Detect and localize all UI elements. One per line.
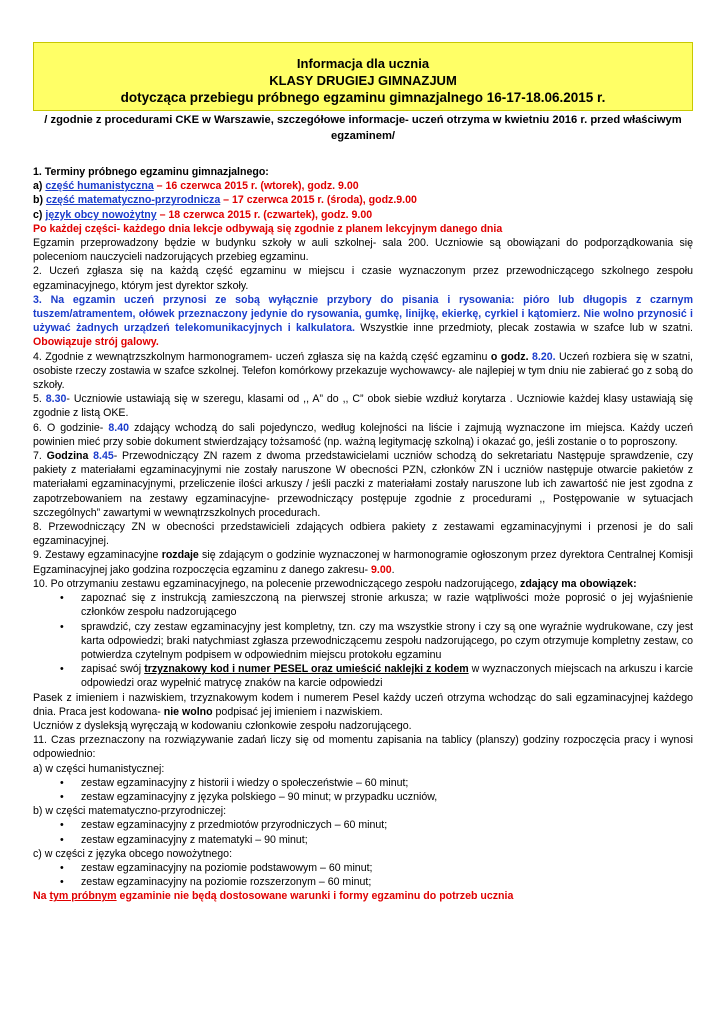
duty-3-a: zapisać swój (81, 663, 145, 676)
paragraph-5 (33, 392, 693, 420)
p6-time: 8.40 (108, 421, 130, 434)
p9-time: 9.00 (371, 563, 392, 576)
list-item (33, 833, 693, 847)
p7-a: 7. (33, 450, 47, 463)
p5-c: - Uczniowie ustawiają się w szeregu, klasami od ,, A” do ,, C” obok siebie wzdłuż korytarza . Uczniowie każdej klasy ustawiają się zgodnie z listą OKE. (33, 393, 693, 420)
part-b-item-1: zestaw egzaminacyjny z przedmiotów przyrodniczych – 60 minut; (81, 819, 388, 832)
bullet-icon: • (60, 833, 64, 846)
term-b-date: – 17 czerwca 2015 r. (środa), godz.9.00 (220, 194, 417, 207)
duties-list (33, 591, 693, 690)
dress-code: Obowiązuje strój galowy. (33, 336, 159, 349)
paragraph-coding (33, 691, 693, 719)
list-item (33, 591, 693, 619)
term-a-link[interactable]: część humanistyczna (45, 180, 154, 193)
p10-b: zdający ma obowiązek: (520, 577, 637, 590)
part-c-item-1: zestaw egzaminacyjny na poziomie podstawowym – 60 minut; (81, 861, 373, 874)
term-b-link[interactable]: część matematyczno-przyrodnicza (45, 194, 221, 207)
duty-2: sprawdzić, czy zestaw egzaminacyjny jest kompletny, tzn. czy ma wszystkie strony i czy są one wyraźnie wydrukowane, czy jest karta odpowiedzi; braki natychmiast zgłasza przewodniczącemu zespołu nadzorującego, po czym otrzymuje kompletny zestaw, co potwierdza czytelnym podpisem w odpowiednim miejscu protokołu egzaminu (81, 620, 693, 661)
subtitle: / zgodnie z procedurami CKE w Warszawie, szczegółowe informacje- uczeń otrzyma w kwietniu 2016 r. przed właściwym egzaminem/ (44, 114, 682, 142)
lessons-note: Po każdej części- każdego dnia lekcje odbywają się zgodnie z planem lekcyjnym danego dnia (33, 222, 503, 235)
bullet-icon: • (60, 663, 64, 676)
p4-time: 8.20. (531, 350, 556, 363)
paragraph-4 (33, 350, 693, 393)
footer-a: Na (33, 890, 50, 903)
list-item (33, 776, 693, 790)
part-a-item-2: zestaw egzaminacyjny z języka polskiego – 90 minut; w przypadku uczniów, (81, 790, 438, 803)
footer-b: tym próbnym (49, 890, 117, 903)
list-item (33, 875, 693, 889)
term-a-prefix: a) (33, 180, 46, 193)
p4-b: o godz. (490, 350, 532, 363)
paragraph-dyslexia: Uczniów z dysleksją wyręczają w kodowaniu członkowie zespołu nadzorującego. (33, 719, 412, 732)
paragraph-6 (33, 421, 693, 449)
term-c-date: – 18 czerwca 2015 r. (czwartek), godz. 9.00 (156, 208, 373, 221)
footer-c: egzaminie nie będą dostosowane warunki i formy egzaminu do potrzeb ucznia (116, 890, 514, 903)
p4-a: 4. Zgodnie z wewnątrzszkolnym harmonogramem- uczeń zgłasza się na każdą część egzaminu (33, 350, 491, 363)
bullet-icon: • (60, 861, 64, 874)
document-body (33, 165, 693, 904)
document-page (33, 42, 693, 904)
bullet-icon: • (60, 790, 64, 803)
p7-b: Godzina (46, 450, 94, 463)
paragraph-9 (33, 548, 693, 576)
p7-d: - Przewodniczący ZN razem z dwoma przedstawicielami uczniów schodzą do sekretariatu Następuje sprawdzenie, czy pakiety z materiałami egzaminacyjnymi nie zostały naruszone W obecności PZN, członków ZN i uczniów następuje otwarcie pakietów z materiałami egzaminacyjnymi, przeliczenie ilości arkuszy / jeśli paczki z materiałami zostały naruszone lub ich zawartość nie jest zgodna z zapotrzebowaniem na zestawy egzaminacyjne- przewodniczący postępuje zgodnie z procedurami ,, Postępowanie w sytuacjach szczególnych” zawartymi w wewnątrzszkolnych procedurach. (33, 450, 694, 519)
part-b-label: b) w części matematyczno-przyrodniczej: (33, 805, 227, 818)
p6-c: zdający wchodzą do sali pojedynczo, według kolejności na liście i zajmują wyznaczone im miejsca. Każdy uczeń powinien mieć przy sobie dokument stwierdzający tożsamość (np. ważną legitymację szkolną) i okazać go, jeśli zostanie o to poproszony. (33, 421, 693, 448)
part-c-label: c) w części z języka obcego nowożytnego: (33, 847, 233, 860)
p7-time: 8.45 (93, 450, 114, 463)
part-a-label: a) w części humanistycznej: (33, 762, 165, 775)
p5-time: 8.30 (45, 393, 67, 406)
allowed-items-text: 3. Na egzamin uczeń przynosi ze sobą wyłącznie przybory do pisania i rysowania: pióro lub długopis z czarnym tuszem/atramentem, ołówek przeznaczony jedynie do rysowania, gumkę, linijkę, ekierkę, cyrkiel i kątomierz. Nie wolno przynosić i używać żadnych urządzeń telekomunikacyjnych i kalkulatora. (33, 293, 693, 335)
bullet-icon: • (60, 592, 64, 605)
section-1-heading: 1. Terminy próbnego egzaminu gimnazjalnego: (33, 166, 269, 178)
footer-note (33, 889, 693, 903)
coding-a: Pasek z imieniem i nazwiskiem, trzyznakowym kodem i numerem Pesel każdy uczeń otrzyma wchodząc do sali egzaminacyjnej każdego dnia. Praca jest kodowana- (33, 691, 693, 718)
part-b-item-2: zestaw egzaminacyjny z matematyki – 90 minut; (81, 833, 308, 846)
part-a-list (33, 776, 693, 804)
title-box (33, 42, 693, 111)
list-item (33, 861, 693, 875)
coding-c: podpisać jej imieniem i nazwiskiem. (212, 705, 383, 718)
p9-c: się zdającym o godzinie wyznaczonej w harmonogramie ogłoszonym przez dyrektora Centralnej Komisji Egzaminacyjnej jako godzina rozpoczęcia egzaminu z danego zakresu- (33, 549, 693, 576)
part-c-item-2: zestaw egzaminacyjny na poziomie rozszerzonym – 60 minut; (81, 876, 372, 889)
term-b (33, 193, 693, 207)
paragraph-7 (33, 449, 693, 520)
bullet-icon: • (60, 776, 64, 789)
paragraph-3-rest: Wszystkie inne przedmioty, plecak zostawia w szafce lub w szatni. (354, 322, 693, 335)
p9-e: . (391, 563, 395, 576)
list-item (33, 818, 693, 832)
paragraph-3 (33, 293, 693, 350)
part-b-list (33, 818, 693, 846)
p10-a: 10. Po otrzymaniu zestawu egzaminacyjnego, na polecenie przewodniczącego zespołu nadzorującego, (33, 577, 521, 590)
paragraph-8: 8. Przewodniczący ZN w obecności przedstawicieli zdających odbiera pakiety z zestawami egzaminacyjnymi i przenosi je do sali egzaminacyjnej. (33, 521, 693, 548)
list-item (33, 620, 693, 663)
term-a-date: – 16 czerwca 2015 r. (wtorek), godz. 9.00 (153, 180, 359, 193)
paragraph-2: 2. Uczeń zgłasza się na każdą część egzaminu w miejscu i czasie wyznaczonym przez przewodniczącego szkolnego zespołu egzaminacyjnego, którym jest dyrektor szkoły. (33, 265, 693, 292)
p5-a: 5. (33, 393, 46, 406)
term-c (33, 208, 693, 222)
paragraph-10 (33, 577, 693, 591)
paragraph-location: Egzamin przeprowadzony będzie w budynku szkoły w auli szkolnej- sala 200. Uczniowie są obowiązani do podporządkowania się poleceniom nauczycieli nadzorujących przebieg egzaminu. (33, 237, 693, 264)
bullet-icon: • (60, 876, 64, 889)
term-c-link[interactable]: język obcy nowożytny (45, 208, 157, 221)
duty-3-b: trzyznakowy kod i numer PESEL oraz umieścić naklejki z kodem (144, 663, 469, 676)
p4-d: Uczeń rozbiera się w szatni, osobiste rzeczy zostawia w szafce szkolnej. Telefon komórkowy przekazuje wychowawcy- ale najlepiej w tym dniu nie zabierać go z sobą do szkoły. (33, 350, 693, 392)
term-c-prefix: c) (33, 208, 46, 221)
term-a (33, 179, 693, 193)
bullet-icon: • (60, 819, 64, 832)
title-line-1: Informacja dla ucznia (296, 56, 430, 71)
paragraph-11: 11. Czas przeznaczony na rozwiązywanie zadań liczy się od momentu zapisania na tablicy (planszy) godziny rozpoczęcia pracy i wynosi odpowiednio: (33, 734, 693, 761)
bullet-icon: • (60, 620, 64, 633)
p6-a: 6. O godzinie- (33, 421, 109, 434)
list-item (33, 790, 693, 804)
duty-1: zapoznać się z instrukcją zamieszczoną na pierwszej stronie arkusza; w razie wątpliwości może poprosić o jej wyjaśnienie członków zespołu nadzorującego (81, 592, 693, 619)
part-a-item-1: zestaw egzaminacyjny z historii i wiedzy o społeczeństwie – 60 minut; (81, 776, 409, 789)
term-b-prefix: b) (33, 194, 46, 207)
p9-b: rozdaje (161, 549, 199, 562)
part-c-list (33, 861, 693, 889)
title-line-2: KLASY DRUGIEJ GIMNAZJUM (269, 73, 457, 88)
title-line-3: dotycząca przebiegu próbnego egzaminu gimnazjalnego 16-17-18.06.2015 r. (120, 90, 606, 105)
list-item (33, 662, 693, 690)
coding-b: nie wolno (163, 705, 213, 718)
duty-3-c: w wyznaczonych miejscach na arkuszu i karcie odpowiedzi oraz wypełnić matrycę znaków na karcie odpowiedzi (81, 663, 693, 690)
p9-a: 9. Zestawy egzaminacyjne (33, 549, 162, 562)
